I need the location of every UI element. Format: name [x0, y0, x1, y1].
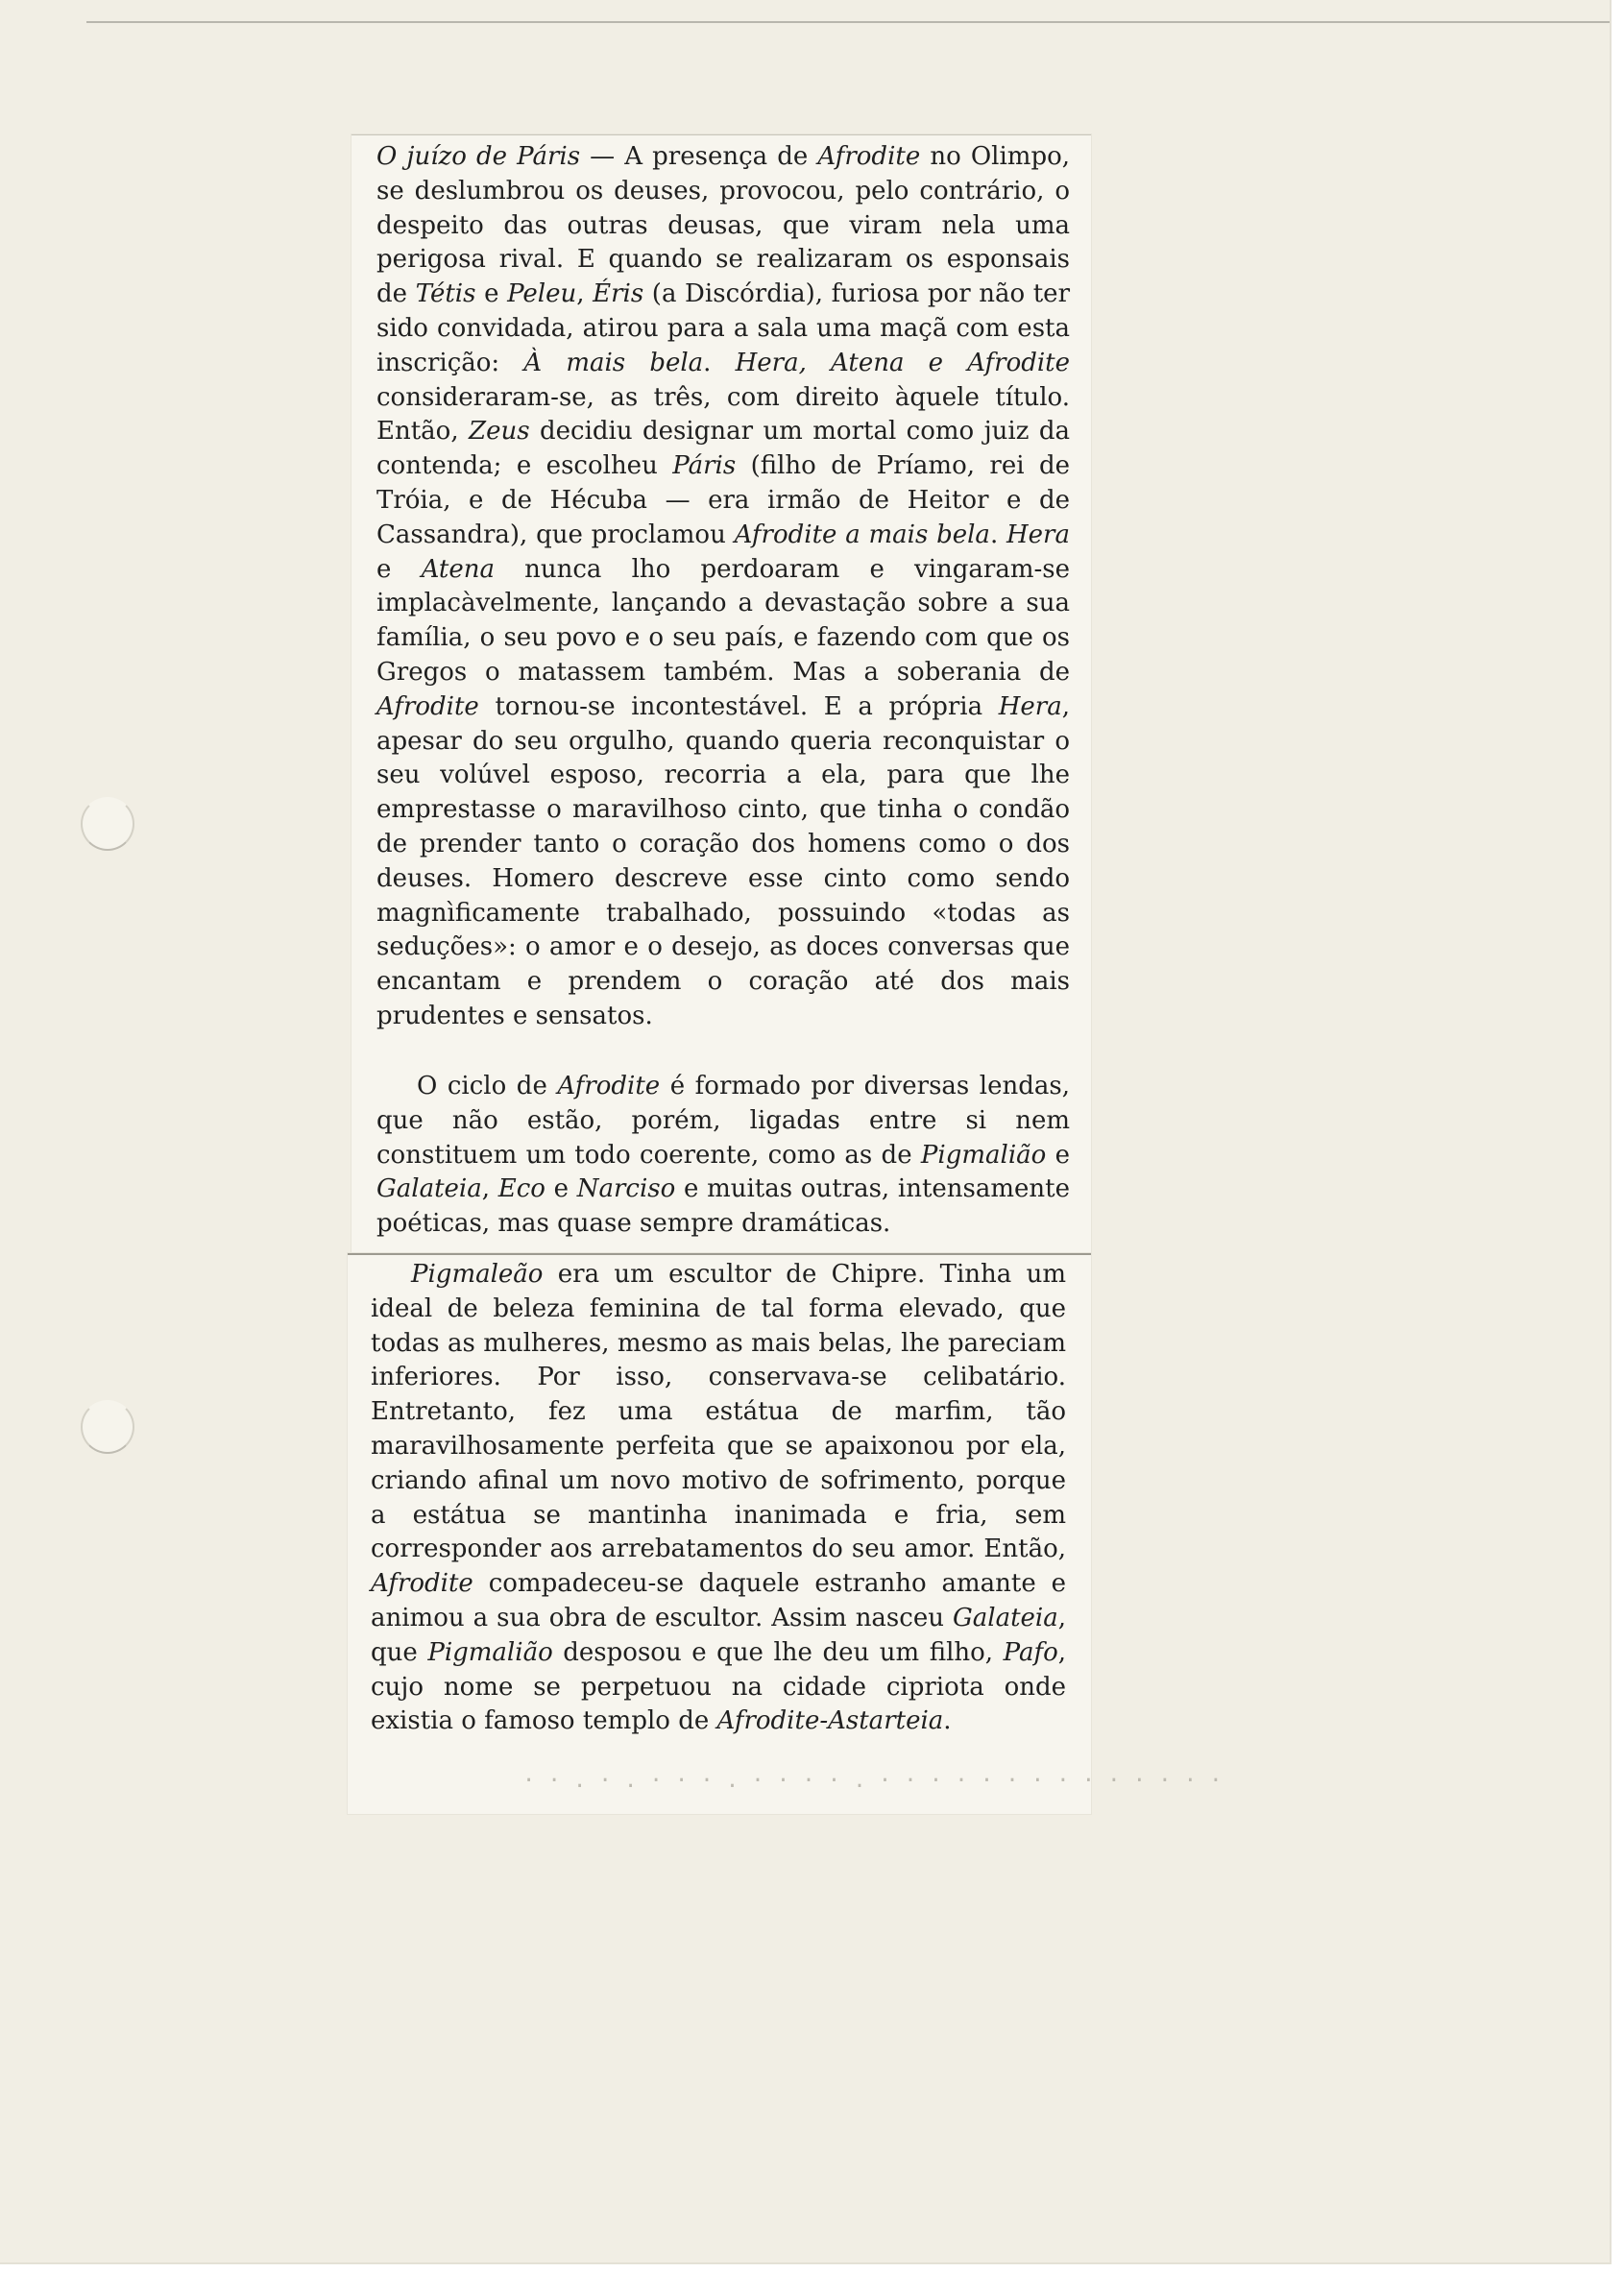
punch-hole-bottom: [81, 1400, 134, 1454]
punch-hole-top: [81, 797, 134, 851]
paragraph-judgement-of-paris: O juízo de Páris — A presença de Afrodite no Olimpo, se deslumbrou os deuses, provocou, pelo contrário, o despeito das outras deusas, que viram nela uma perigosa rival. E quando se realizaram os esponsais de Tétis e Peleu, Éris (a Discórdia), furiosa por não ter sido convidada, atirou para a sala uma maçã com esta inscrição: À mais bela. Hera, Atena e Afrodite consideraram-se, as três, com direito àquele título. Então, Zeus decidiu designar um mortal como juiz da contenda; e escolheu Páris (filho de Príamo, rei de Tróia, e de Hécuba — era irmão de Heitor e de Cassandra), que proclamou Afrodite a mais bela. Hera e Atena nunca lho perdoaram e vingaram-se implacàvelmente, lançando a devastação sobre a sua família, o seu povo e o seu país, e fazendo com que os Gregos o matassem também. Mas a soberania de Afrodite tornou-se incontestável. E a própria Hera, apesar do seu orgulho, quando queria reconquistar o seu volúvel esposo, recorria a ela, para que lhe emprestasse o maravilhoso cinto, que tinha o condão de prender tanto o coração dos homens como o dos deuses. Homero descreve esse cinto como sendo magnìficamente trabalhado, possuindo «todas as seduções»: o amor e o desejo, as doces conversas que encantam e prendem o coração até dos mais prudentes e sensatos.: [376, 142, 1071, 1030]
paragraph-cycle-of-aphrodite: O ciclo de Afrodite é formado por diversas lendas, que não estão, porém, ligadas entre si nem constituem um todo coerente, como as de Pigmalião e Galateia, Eco e Narciso e muitas outras, intensamente poéticas, mas quase sempre dramáticas.: [376, 1072, 1071, 1239]
paragraph-pygmalion: Pigmaleão era um escultor de Chipre. Tinha um ideal de beleza feminina de tal forma elevado, que todas as mulheres, mesmo as mais belas, lhe pareciam inferiores. Por isso, conservava-se celibatário. Entretanto, fez uma estátua de marfim, tão maravilhosamente perfeita que se apaixonou por ela, criando afinal um novo motivo de sofrimento, porque a estátua se mantinha inanimada e fria, sem corresponder aos arrebatamentos do seu amor. Então, Afrodite compadeceu-se daquele estranho amante e animou a sua obra de escultor. Assim nasceu Galateia, que Pigmalião desposou e que lhe deu um filho, Pafo, cujo nome se perpetuou na cidade cipriota onde existia o famoso templo de Afrodite-Astarteia.: [371, 1260, 1066, 1736]
bleed-through-text: · · . · . · · · . · · · · . · · · · · · · · · · · · · ·: [522, 1769, 1223, 1793]
sheet-top-edge: [86, 21, 1610, 23]
